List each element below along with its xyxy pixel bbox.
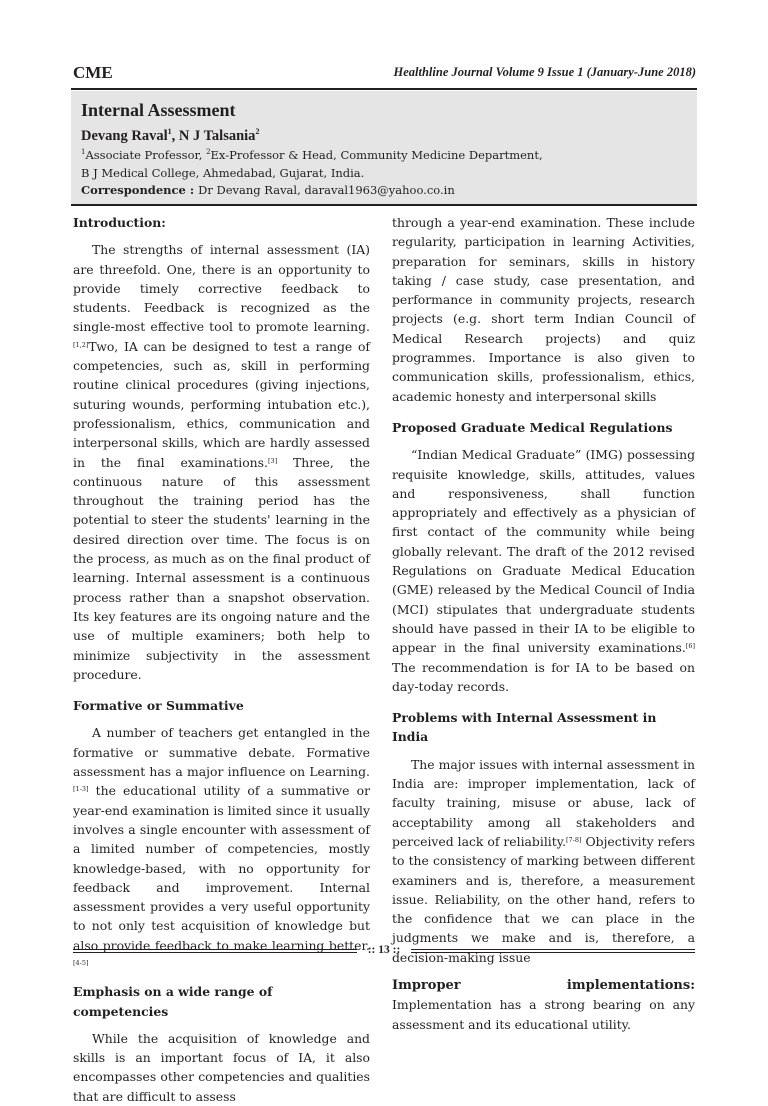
page-header bbox=[73, 63, 696, 85]
paragraph-img bbox=[392, 445, 695, 696]
citation: [4-5] bbox=[73, 958, 89, 967]
paragraph-text: The recommendation is for IA to be based on day-today records. bbox=[392, 659, 695, 694]
paragraph-improper bbox=[392, 975, 695, 1034]
title-block bbox=[71, 91, 697, 206]
correspondence-label: Correspondence : bbox=[81, 183, 199, 197]
author-name: N J Talsania bbox=[178, 127, 256, 144]
affiliation-institution: B J Medical College, Ahmedabad, Gujarat, India. bbox=[81, 166, 365, 180]
affiliation-mark: 2 bbox=[206, 148, 211, 157]
page-number: :: 13 :: bbox=[367, 944, 401, 956]
citation: [1,2] bbox=[73, 340, 89, 349]
paragraph-continued: through a year-end examination. These include regularity, participation in learning Activities, preparation for seminars, skills in history taking / case study, case presentation, and performance in community projects, research projects (e.g. short term Indian Council of Medical Research projects) and quiz programmes. Importance is also given to communication skills, professionalism, ethics, academic honesty and interpersonal skills bbox=[392, 215, 695, 404]
author-affiliation-mark: 1 bbox=[167, 127, 172, 136]
right-column bbox=[392, 213, 695, 1034]
footer-rule bbox=[411, 949, 695, 953]
left-column bbox=[73, 213, 370, 1106]
paragraph-text: “Indian Medical Graduate” (IMG) possessing requisite knowledge, skills, attitudes, values and responsiveness, shall function appropriately and effectively as a physician of first contact of the community while being globally relevant. The draft of the 2012 revised Regulations on Graduate Medical Education (GME) released by the Medical Council of India (MCI) stipulates that undergraduate students should have passed in their IA to be eligible to appear in the final university examinations. bbox=[392, 447, 695, 656]
affiliation-line bbox=[81, 148, 543, 162]
article-title: Internal Assessment bbox=[81, 100, 236, 120]
paragraph-text: Two, IA can be designed to test a range of competencies, such as, skill in performing routine clinical procedures (giving injections, suturing wounds, performing intubation etc.), professionalism, ethics, communication and interpersonal skills, which are hardly assessed in the final examinations. bbox=[73, 338, 370, 470]
heading-problems: Problems with Internal Assessment in India bbox=[392, 710, 657, 745]
author-separator: , bbox=[171, 127, 179, 144]
citation: [1-3] bbox=[73, 785, 89, 794]
journal-citation: Healthline Journal Volume 9 Issue 1 (January-June 2018) bbox=[393, 65, 696, 79]
paragraph-text: A number of teachers get entangled in the formative or summative debate. Formative assessment has a major influence on Learning. bbox=[73, 725, 370, 780]
heading-introduction: Introduction: bbox=[73, 215, 166, 230]
paragraph-text: The major issues with internal assessment in India are: improper implementation, lack of faculty training, misuse or abuse, lack of acceptability among all stakeholders and perceived lack of reliability. bbox=[392, 756, 695, 849]
paragraph-text: the educational utility of a summative or year-end examination is limited since it usually involves a single encounter with assessment of a limited number of competencies, mostly knowledge-based, with no opportunity for feedback and improvement. Internal assessment provides a very useful opportunity to not only test acquisition of knowledge but also provide feedback to make learning better. bbox=[73, 783, 370, 953]
heading-emphasis: Emphasis on a wide range of competencies bbox=[73, 984, 273, 1019]
paragraph-introduction bbox=[73, 240, 370, 684]
affiliation-text: Associate Professor, bbox=[85, 148, 207, 162]
author-list bbox=[81, 127, 259, 145]
citation: [3] bbox=[267, 456, 278, 465]
author-affiliation-mark: 2 bbox=[255, 127, 260, 136]
citation: [7-8] bbox=[566, 835, 582, 844]
paragraph-text: Three, the continuous nature of this assessment throughout the training period has the potential to steer the students' learning in the desired direction over time. The focus is on the process, as much as on the final product of learning. Internal assessment is a continuous process rather than a snapshot observation. Its key features are its ongoing nature and the use of multiple examiners; both help to minimize subjectivity in the assessment procedure. bbox=[73, 454, 370, 682]
header-rule bbox=[71, 88, 697, 90]
heading-proposed-regulations: Proposed Graduate Medical Regulations bbox=[392, 419, 673, 435]
paragraph-problems bbox=[392, 755, 695, 967]
paragraph-text: Implementation has a strong bearing on any assessment and its educational utility. bbox=[392, 997, 695, 1032]
correspondence-text: Dr Devang Raval, daraval1963@yahoo.co.in bbox=[198, 183, 455, 197]
paragraph-text: The strengths of internal assessment (IA) are threefold. One, there is an opportunity to provide timely corrective feedback to students. Feedback is recognized as the single-most effective tool to promote learning. bbox=[73, 242, 370, 335]
heading-formative: Formative or Summative bbox=[73, 698, 244, 714]
section-label: CME bbox=[73, 63, 113, 82]
author-name: Devang Raval bbox=[81, 127, 168, 144]
inline-heading-improper: Improper implementations: bbox=[392, 977, 695, 993]
paragraph-text: Objectivity refers to the consistency of marking between different examiners and is, therefore, a measurement issue. Reliability, on the other hand, refers to the confidence that we can place in the judgments we make and is, therefore, a decision-making issue bbox=[392, 833, 695, 965]
correspondence bbox=[81, 183, 455, 197]
paragraph-formative bbox=[73, 723, 370, 974]
affiliation-text: Ex-Professor & Head, Community Medicine Department, bbox=[210, 148, 543, 162]
paragraph-emphasis: While the acquisition of knowledge and skills is an important focus of IA, it also encompasses other competencies and qualities that are difficult to assess bbox=[73, 1030, 370, 1104]
affiliation-mark: 1 bbox=[81, 148, 86, 157]
citation: [6] bbox=[685, 642, 695, 651]
page-footer bbox=[73, 944, 695, 960]
